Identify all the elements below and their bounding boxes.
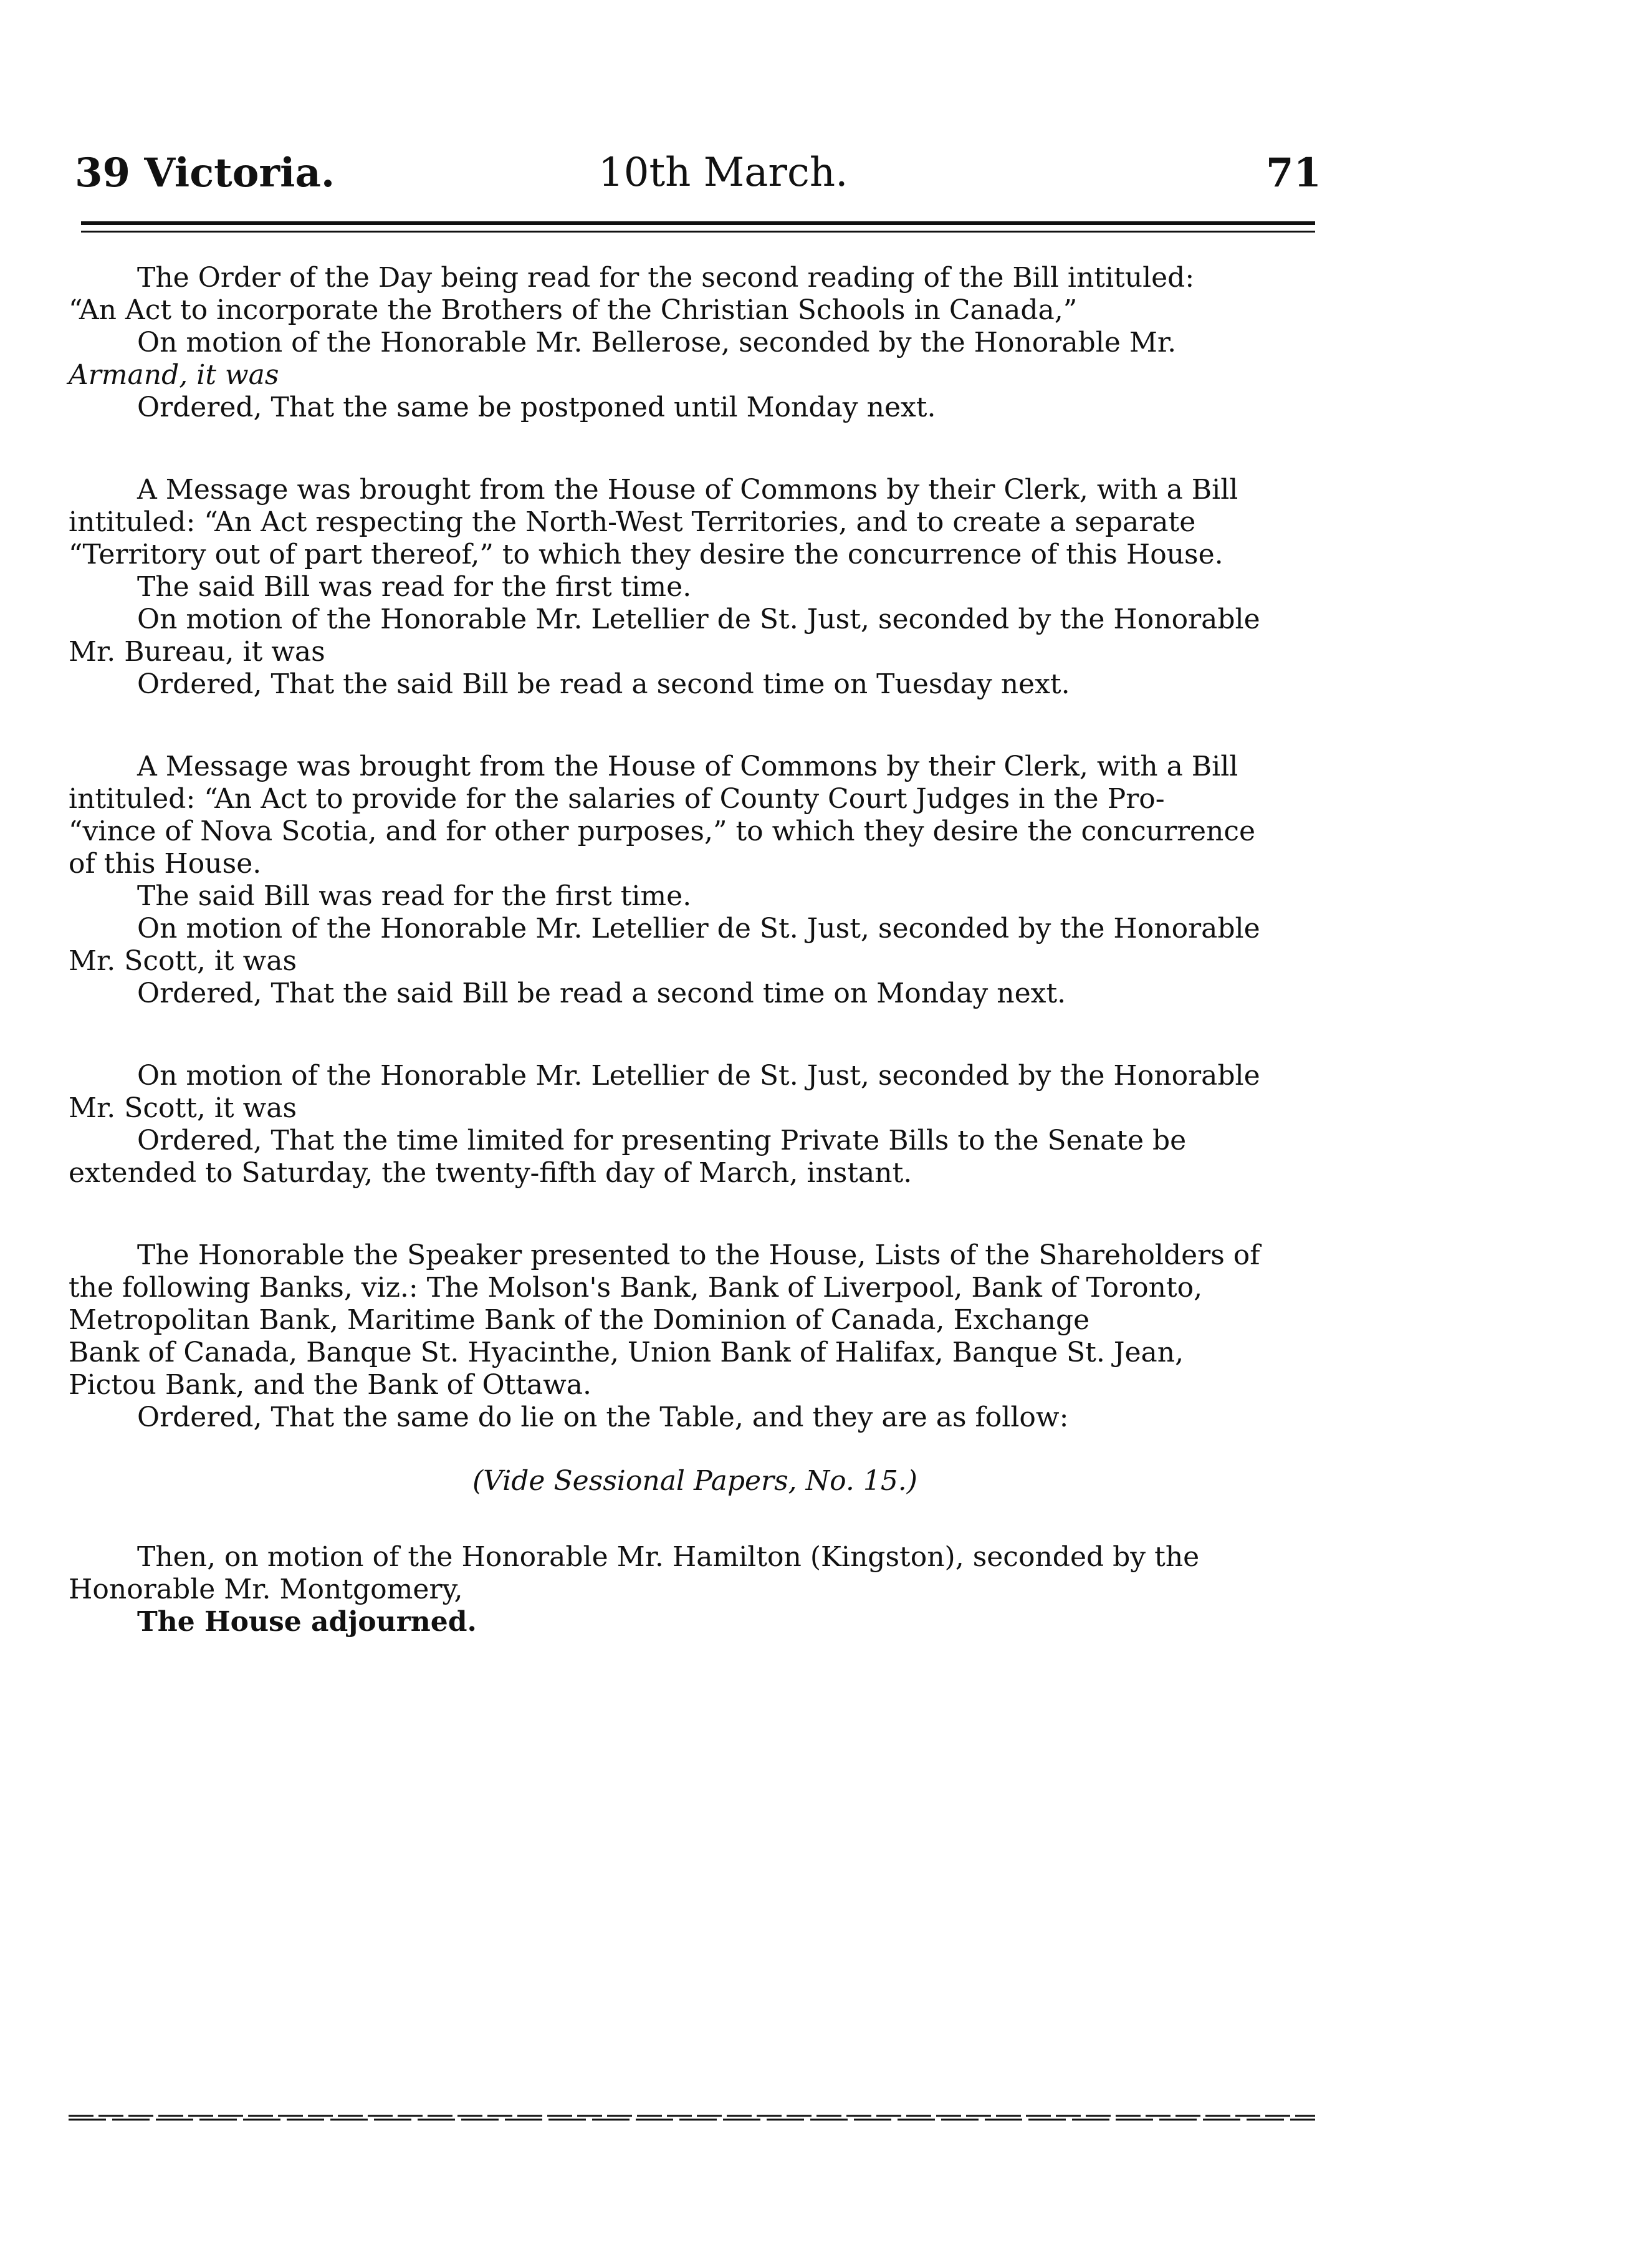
text-line: Ordered, That the said Bill be read a second time on Monday next. <box>137 978 1066 1009</box>
paragraph-county-court-bill <box>69 751 1321 1010</box>
text-line: A Message was brought from the House of Commons by their Clerk, with a Bill <box>137 751 1238 782</box>
text-line: On motion of the Honorable Mr. Letellier de St. Just, seconded by the Honorable <box>137 603 1260 635</box>
header-rule-bottom <box>81 231 1315 233</box>
text-line: intituled: “An Act to provide for the salaries of County Court Judges in the Pro- <box>69 783 1165 815</box>
paragraph-north-west-bill <box>69 474 1321 701</box>
text-line: intituled: “An Act respecting the North-West Territories, and to create a separate <box>69 506 1196 538</box>
text-line: (Vide Sessional Papers, No. 15.) <box>472 1465 917 1497</box>
text-line: Mr. Bureau, it was <box>69 636 325 668</box>
text-line: The said Bill was read for the first time. <box>137 880 692 912</box>
text-line: The said Bill was read for the first time. <box>137 571 692 603</box>
text-line: extended to Saturday, the twenty-fifth day of March, instant. <box>69 1157 912 1189</box>
text-line: Bank of Canada, Banque St. Hyacinthe, Union Bank of Halifax, Banque St. Jean, <box>69 1337 1184 1368</box>
paragraph-shareholders <box>69 1239 1321 1434</box>
text-line: Armand, it was <box>69 359 279 391</box>
minutes-body <box>69 262 1321 1688</box>
text-line: Mr. Scott, it was <box>69 1092 297 1124</box>
sessional-papers-reference <box>69 1465 1321 1497</box>
text-line: The Honorable the Speaker presented to the House, Lists of the Shareholders of <box>137 1239 1260 1271</box>
text-line: On motion of the Honorable Mr. Bellerose, seconded by the Honorable Mr. <box>137 327 1177 358</box>
text-line: On motion of the Honorable Mr. Letellier de St. Just, seconded by the Honorable <box>137 913 1260 944</box>
paragraph-order-of-day <box>69 262 1321 424</box>
text-line: Then, on motion of the Honorable Mr. Hamilton (Kingston), seconded by the <box>137 1541 1200 1573</box>
paragraph-private-bills <box>69 1060 1321 1189</box>
closing-rule <box>69 2113 1315 2122</box>
text-line: the following Banks, viz.: The Molson's Bank, Bank of Liverpool, Bank of Toronto, <box>69 1272 1203 1304</box>
text-line: Ordered, That the time limited for presenting Private Bills to the Senate be <box>137 1125 1187 1156</box>
text-line: On motion of the Honorable Mr. Letellier de St. Just, seconded by the Honorable <box>137 1060 1260 1092</box>
date-heading: 10th March. <box>598 150 848 196</box>
text-line: Ordered, That the same be postponed until Monday next. <box>137 392 936 423</box>
page-number: 71 <box>1265 150 1321 196</box>
text-line: of this House. <box>69 848 262 880</box>
regnal-year: 39 Victoria. <box>75 150 335 196</box>
text-line: “Territory out of part thereof,” to which they desire the concurrence of this House. <box>69 539 1223 570</box>
text-line: A Message was brought from the House of Commons by their Clerk, with a Bill <box>137 474 1238 506</box>
text-line: Honorable Mr. Montgomery, <box>69 1574 463 1605</box>
text-line: Mr. Scott, it was <box>69 945 297 977</box>
text-line: Ordered, That the same do lie on the Table, and they are as follow: <box>137 1401 1069 1433</box>
text-line: Ordered, That the said Bill be read a second time on Tuesday next. <box>137 668 1070 700</box>
text-line: The Order of the Day being read for the second reading of the Bill intituled: <box>137 262 1195 294</box>
text-line: “An Act to incorporate the Brothers of the Christian Schools in Canada,” <box>69 294 1078 326</box>
text-line: “vince of Nova Scotia, and for other purposes,” to which they desire the concurrence <box>69 815 1256 847</box>
text-line: Metropolitan Bank, Maritime Bank of the Dominion of Canada, Exchange <box>69 1304 1090 1336</box>
text-line: Pictou Bank, and the Bank of Ottawa. <box>69 1369 591 1401</box>
header-rule-top <box>81 221 1315 225</box>
text-line: The House adjourned. <box>137 1606 477 1638</box>
paragraph-adjournment <box>69 1541 1321 1638</box>
page-header <box>75 125 1321 199</box>
